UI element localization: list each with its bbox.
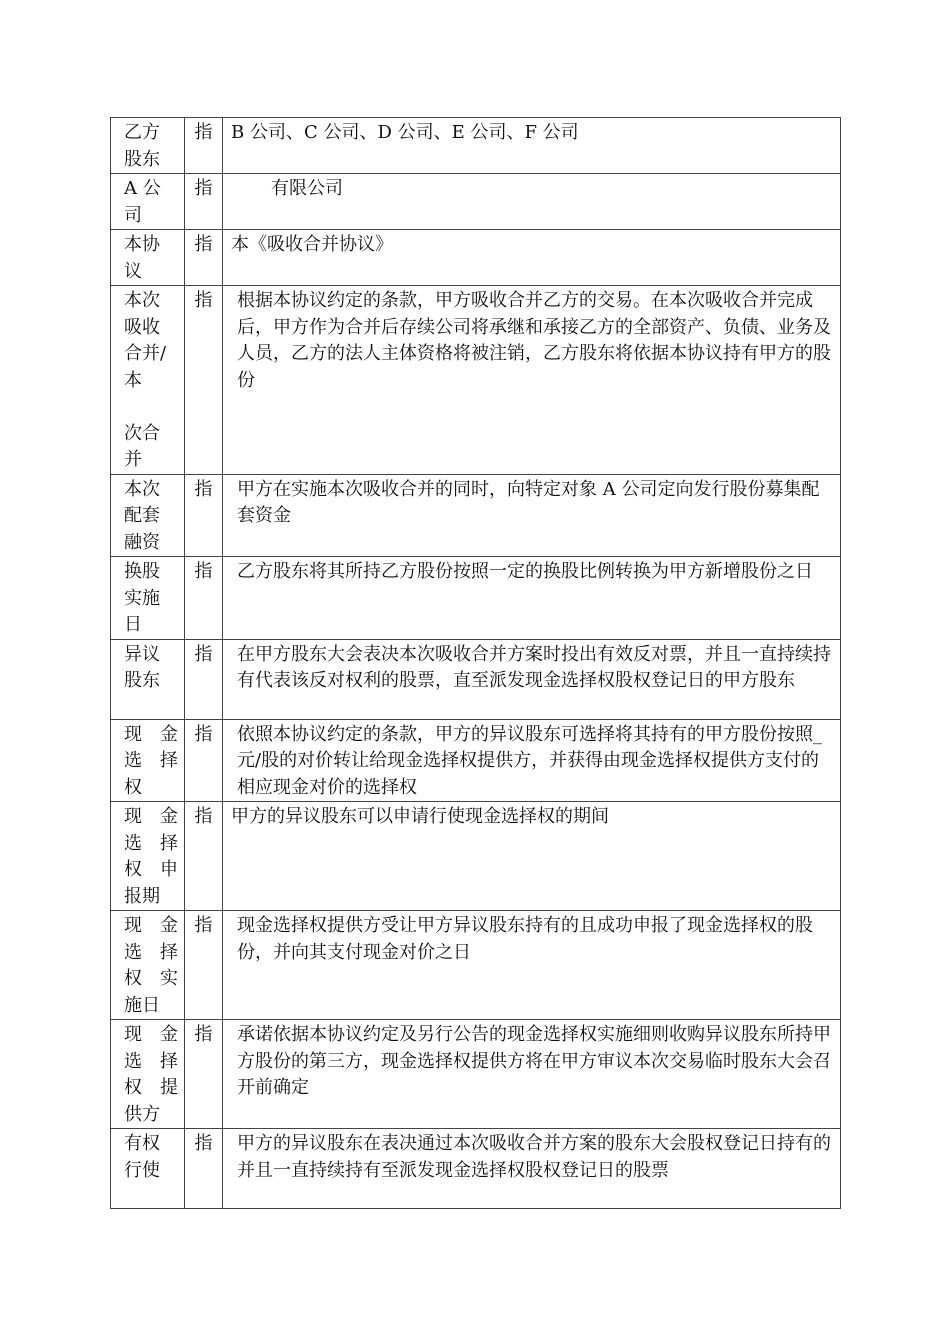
definition-text: 承诺依据本协议约定及另行公告的现金选择权实施细则收购异议股东所持甲方股份的第三方，现金选择权提供方将在甲方审议本次交易临时股东大会召开前确定 bbox=[237, 1024, 831, 1098]
term-cell bbox=[111, 286, 185, 475]
term-line: 议 bbox=[124, 260, 142, 282]
term-line: 施日 bbox=[124, 994, 160, 1016]
term-cell bbox=[111, 802, 185, 911]
refers-to-mark: 指 bbox=[185, 911, 223, 1020]
definition-cell bbox=[223, 911, 841, 1020]
definition-cell bbox=[223, 230, 841, 286]
term-line: 日 bbox=[124, 614, 142, 635]
definition-row bbox=[111, 557, 841, 640]
refers-to-mark: 指 bbox=[185, 719, 223, 802]
definition-row bbox=[111, 639, 841, 719]
term-line: 融资 bbox=[124, 531, 160, 553]
definition-cell bbox=[223, 286, 841, 475]
term-line: 现 金 bbox=[124, 806, 178, 827]
refers-to-mark: 指 bbox=[185, 474, 223, 557]
term-line: 供方 bbox=[124, 1103, 160, 1125]
term-line: 股东 bbox=[124, 670, 160, 691]
definition-cell bbox=[223, 719, 841, 802]
term-cell bbox=[111, 1129, 185, 1209]
refers-to-mark: 指 bbox=[185, 118, 223, 174]
term-line: 乙方 bbox=[124, 122, 160, 143]
term-cell bbox=[111, 557, 185, 640]
definition-row bbox=[111, 286, 841, 475]
term-line: 权 申 bbox=[124, 859, 178, 880]
term-line: 现 金 bbox=[124, 915, 178, 936]
term-line: 现 金 bbox=[124, 723, 178, 745]
definition-text: 甲方的异议股东在表决通过本次吸收合并方案的股东大会股权登记日持有的并且一直持续持有至派发现金选择权股权登记日的股票 bbox=[237, 1133, 831, 1181]
definition-row bbox=[111, 474, 841, 557]
refers-to-mark: 指 bbox=[185, 802, 223, 911]
term-line: 权 bbox=[124, 776, 142, 798]
term-line: 行使 bbox=[124, 1159, 160, 1181]
definitions-table bbox=[110, 117, 841, 1209]
term-line: 选 择 bbox=[124, 1050, 178, 1072]
term-cell bbox=[111, 474, 185, 557]
term-cell bbox=[111, 230, 185, 286]
definition-row bbox=[111, 1020, 841, 1129]
definition-text: 依照本协议约定的条款，甲方的异议股东可选择将其持有的甲方股份按照_元/股的对价转让给现金选择权提供方，并获得由现金选择权提供方支付的相应现金对价的选择权 bbox=[237, 723, 822, 798]
term-line: 并 bbox=[124, 449, 142, 470]
term-cell bbox=[111, 174, 185, 230]
term-line: 本次 bbox=[124, 290, 160, 311]
refers-to-mark: 指 bbox=[185, 557, 223, 640]
refers-to-mark: 指 bbox=[185, 1129, 223, 1209]
term-cell bbox=[111, 118, 185, 174]
definition-text: 甲方在实施本次吸收合并的同时，向特定对象 A 公司定向发行股份募集配套资金 bbox=[237, 478, 820, 526]
definition-text: 根据本协议约定的条款，甲方吸收合并乙方的交易。在本次吸收合并完成后，甲方作为合并后存续公司将承继和承接乙方的全部资产、负债、业务及人员，乙方的法人主体资格将被注销，乙方股东将依据本协议持有甲方的股份 bbox=[237, 290, 831, 391]
term-line bbox=[124, 394, 178, 421]
definition-text: 在甲方股东大会表决本次吸收合并方案时投出有效反对票，并且一直持续持有代表该反对权利的股票，直至派发现金选择权股权登记日的甲方股东 bbox=[237, 643, 831, 691]
term-line: 权 提 bbox=[124, 1077, 178, 1098]
term-line: 配套 bbox=[124, 505, 160, 526]
definition-cell bbox=[223, 802, 841, 911]
definition-cell bbox=[223, 1020, 841, 1129]
definitions-body bbox=[111, 118, 841, 1209]
definition-text: 甲方的异议股东可以申请行使现金选择权的期间 bbox=[231, 806, 609, 827]
refers-to-mark: 指 bbox=[185, 1020, 223, 1129]
term-line: 合并/ bbox=[124, 343, 167, 364]
definition-cell bbox=[223, 1129, 841, 1209]
definition-text: 本《吸收合并协议》 bbox=[231, 234, 393, 255]
definition-text: 现金选择权提供方受让甲方异议股东持有的且成功申报了现金选择权的股份，并向其支付现金对价之日 bbox=[237, 915, 813, 963]
definition-text: B 公司、C 公司、D 公司、E 公司、F 公司 bbox=[231, 122, 579, 143]
term-line: 选 择 bbox=[124, 750, 178, 771]
definition-text: 乙方股东将其所持乙方股份按照一定的换股比例转换为甲方新增股份之日 bbox=[237, 561, 813, 582]
definition-row bbox=[111, 1129, 841, 1209]
term-line: 换股 bbox=[124, 561, 160, 582]
refers-to-mark: 指 bbox=[185, 174, 223, 230]
term-line: 现 金 bbox=[124, 1024, 178, 1045]
term-line: 权 实 bbox=[124, 968, 178, 989]
definition-row bbox=[111, 174, 841, 230]
refers-to-mark: 指 bbox=[185, 230, 223, 286]
term-cell bbox=[111, 1020, 185, 1129]
definition-cell bbox=[223, 118, 841, 174]
term-line: 本 bbox=[124, 369, 142, 391]
definition-row bbox=[111, 118, 841, 174]
refers-to-mark: 指 bbox=[185, 286, 223, 475]
term-line: 吸收 bbox=[124, 316, 160, 338]
term-cell bbox=[111, 719, 185, 802]
term-line: 次合 bbox=[124, 422, 160, 444]
term-line: 选 择 bbox=[124, 941, 178, 963]
term-cell bbox=[111, 911, 185, 1020]
term-line: 异议 bbox=[124, 643, 160, 665]
definition-row bbox=[111, 230, 841, 286]
term-cell bbox=[111, 639, 185, 719]
definition-cell bbox=[223, 174, 841, 230]
term-line: 报期 bbox=[124, 885, 160, 907]
definition-cell bbox=[223, 557, 841, 640]
definition-row bbox=[111, 911, 841, 1020]
term-line: 有权 bbox=[124, 1133, 160, 1154]
definition-cell bbox=[223, 474, 841, 557]
definition-row bbox=[111, 719, 841, 802]
term-line: 本次 bbox=[124, 478, 160, 500]
term-line: 司 bbox=[124, 204, 142, 226]
term-line: 股东 bbox=[124, 148, 160, 170]
term-line: 本协 bbox=[124, 234, 160, 255]
definition-row bbox=[111, 802, 841, 911]
refers-to-mark: 指 bbox=[185, 639, 223, 719]
term-line: A 公 bbox=[124, 178, 161, 199]
definition-text: 有限公司 bbox=[271, 178, 343, 199]
term-line: 选 择 bbox=[124, 832, 178, 854]
term-line: 实施 bbox=[124, 587, 160, 609]
definition-cell bbox=[223, 639, 841, 719]
